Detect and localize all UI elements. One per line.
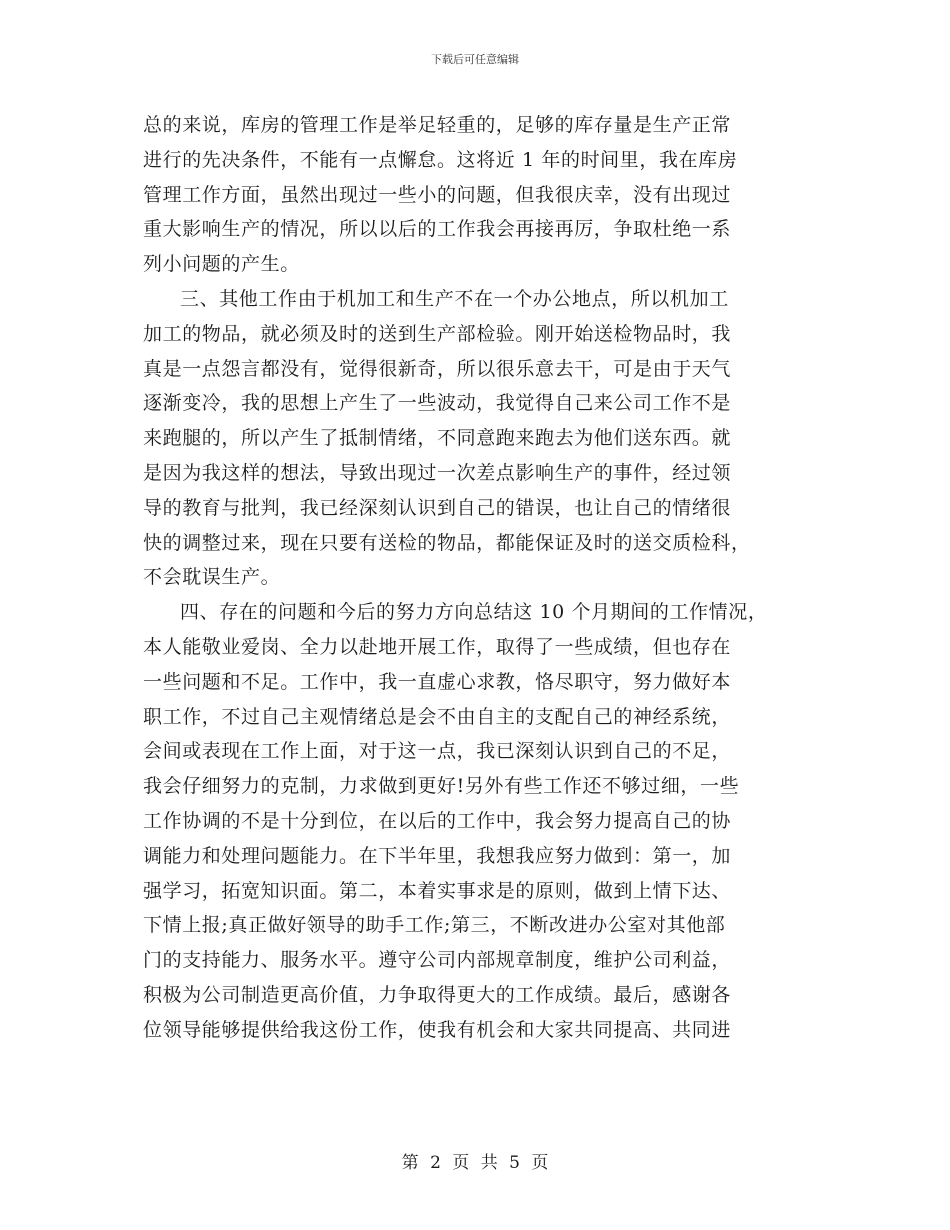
- document-body: [143, 108, 823, 1048]
- text-line: 本人能敬业爱岗、全力以赴地开展工作，取得了一些成绩，但也存在: [143, 635, 732, 658]
- text-line: 四、存在的问题和今后的努力方向总结这 10 个月期间的工作情况，: [180, 601, 768, 624]
- text-line: 管理工作方面，虽然出现过一些小的问题，但我很庆幸，没有出现过: [143, 183, 732, 206]
- text-line: 不会耽误生产。: [143, 566, 281, 589]
- text-line: 加工的物品，就必须及时的送到生产部检验。刚开始送检物品时，我: [143, 322, 732, 345]
- text-line: 列小问题的产生。: [143, 253, 300, 276]
- text-line: 强学习，拓宽知识面。第二，本着实事求是的原则，做到上情下达、: [143, 879, 732, 902]
- text-line: 逐渐变冷，我的思想上产生了一些波动，我觉得自己来公司工作不是: [143, 392, 732, 415]
- text-line: 积极为公司制造更高价值，力争取得更大的工作成绩。最后，感谢各: [143, 983, 732, 1006]
- text-line: 导的教育与批判，我已经深刻认识到自己的错误，也让自己的情绪很: [143, 496, 732, 519]
- text-line: 门的支持能力、服务水平。遵守公司内部规章制度，维护公司利益，: [143, 949, 732, 972]
- text-line: 快的调整过来，现在只要有送检的物品，都能保证及时的送交质检科，: [143, 531, 751, 554]
- text-line: 真是一点怨言都没有，觉得很新奇，所以很乐意去干，可是由于天气: [143, 357, 732, 380]
- text-line: 工作协调的不是十分到位，在以后的工作中，我会努力提高自己的协: [143, 809, 732, 832]
- text-line: 会间或表现在工作上面，对于这一点，我已深刻认识到自己的不足，: [143, 740, 732, 763]
- text-line: 是因为我这样的想法，导致出现过一次差点影响生产的事件，经过领: [143, 461, 732, 484]
- text-line: 来跑腿的，所以产生了抵制情绪，不同意跑来跑去为他们送东西。就: [143, 427, 732, 450]
- text-line: 位领导能够提供给我这份工作，使我有机会和大家共同提高、共同进: [143, 1018, 732, 1041]
- text-line: 职工作，不过自己主观情绪总是会不由自主的支配自己的神经系统，: [143, 705, 732, 728]
- text-line: 重大影响生产的情况，所以以后的工作我会再接再厉，争取杜绝一系: [143, 218, 732, 241]
- text-line: 调能力和处理问题能力。在下半年里，我想我应努力做到：第一，加: [143, 844, 732, 867]
- text-line: 下情上报;真正做好领导的助手工作;第三，不断改进办公室对其他部: [143, 914, 726, 937]
- text-line: 总的来说，库房的管理工作是举足轻重的，足够的库存量是生产正常: [143, 114, 732, 136]
- text-line: 三、其他工作由于机加工和生产不在一个办公地点，所以机加工: [180, 287, 729, 310]
- page-number-footer: 第 2 页 共 5 页: [401, 1153, 549, 1173]
- page-header: 下载后可任意编辑: [431, 53, 519, 66]
- text-line: 一些问题和不足。工作中，我一直虚心求教，恪尽职守，努力做好本: [143, 670, 732, 693]
- text-line: 进行的先决条件，不能有一点懈怠。这将近 1 年的时间里，我在库房: [143, 148, 738, 171]
- text-line: 我会仔细努力的克制，力求做到更好!另外有些工作还不够过细，一些: [143, 775, 740, 798]
